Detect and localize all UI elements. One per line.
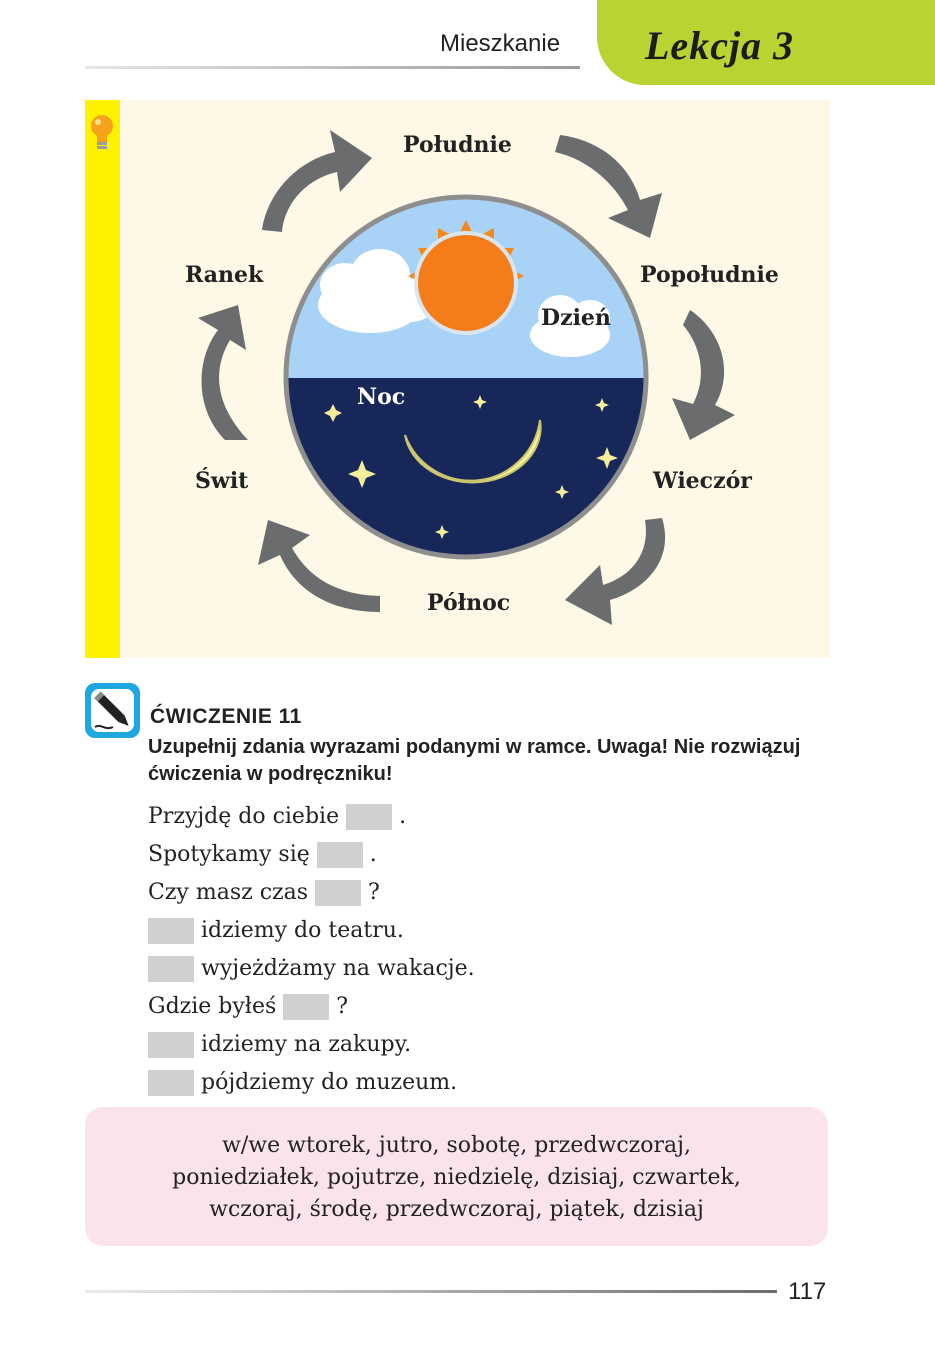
label-ranek: Ranek — [185, 262, 264, 288]
sentence-8: pójdziemy do muzeum. — [148, 1064, 475, 1102]
answer-gap — [317, 842, 363, 868]
label-wieczor: Wieczór — [653, 468, 752, 494]
answer-gap — [148, 1070, 194, 1096]
exercise-title: ĆWICZENIE 11 — [150, 705, 302, 728]
word-box-text — [85, 1130, 828, 1226]
sentence-6: Gdzie byłeś ? — [148, 994, 349, 1019]
answer-gap — [148, 956, 194, 982]
answer-gap — [283, 994, 329, 1020]
sentence-2: Spotykamy się . — [148, 842, 377, 867]
answer-gap — [315, 880, 361, 906]
word-box-line-3: wczoraj, środę, przedwczoraj, piątek, dzisiaj — [209, 1197, 704, 1222]
answer-gap — [148, 1032, 194, 1058]
sentence-list — [148, 798, 475, 1102]
sentence-7: idziemy na zakupy. — [148, 1026, 475, 1064]
section-title: Mieszkanie — [440, 30, 561, 57]
label-polnoc: Północ — [427, 590, 511, 616]
label-popoludnie: Popołudnie — [640, 262, 779, 288]
sentence-3: Czy masz czas ? — [148, 880, 380, 905]
answer-gap — [148, 918, 194, 944]
word-box-line-1: w/we wtorek, jutro, sobotę, przedwczoraj, — [222, 1133, 691, 1158]
exercise-instruction: Uzupełnij zdania wyrazami podanymi w ramce. Uwaga! Nie rozwiązuj ćwiczenia w podręczniku! — [148, 736, 801, 785]
sentence-5: wyjeżdżamy na wakacje. — [148, 950, 475, 988]
pen-icon — [85, 683, 140, 738]
label-poludnie: Południe — [403, 132, 512, 158]
footer-divider — [85, 1290, 777, 1293]
label-dzien: Dzień — [541, 305, 611, 331]
sentence-4: idziemy do teatru. — [148, 912, 475, 950]
answer-gap — [346, 804, 392, 830]
label-swit: Świt — [195, 468, 249, 494]
lesson-title: Lekcja 3 — [645, 23, 795, 68]
page-number: 117 — [788, 1278, 827, 1305]
word-box-line-2: poniedziałek, pojutrze, niedzielę, dzisiaj, czwartek, — [172, 1165, 741, 1190]
sentence-1: Przyjdę do ciebie . — [148, 804, 407, 829]
label-noc: Noc — [357, 384, 406, 410]
